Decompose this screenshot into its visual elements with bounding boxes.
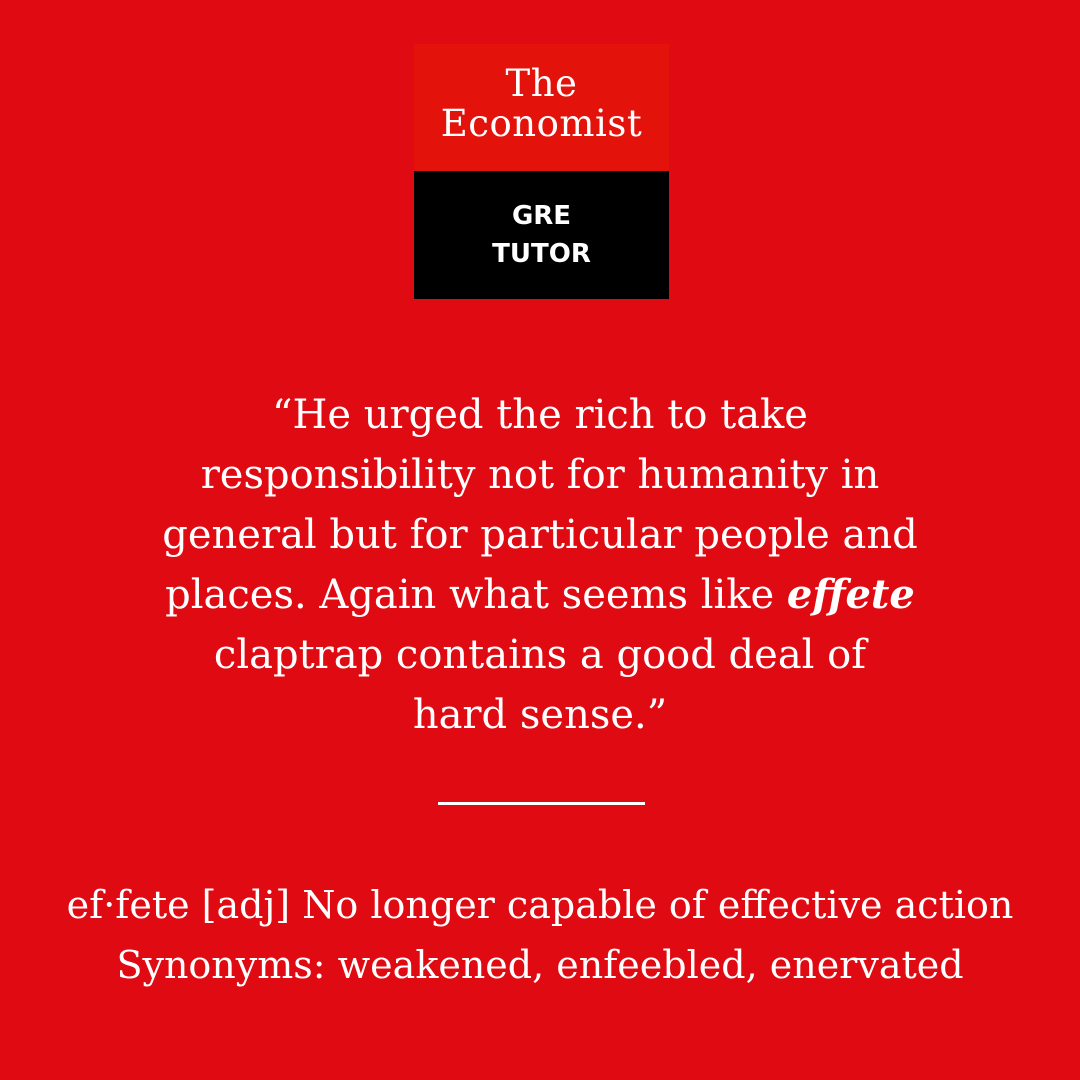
quote-line: “He urged the rich to take <box>272 392 808 438</box>
quote-line: responsibility not for humanity in <box>200 452 880 498</box>
quote-line: claptrap contains a good deal of <box>213 632 867 678</box>
example-quote <box>120 385 960 745</box>
logo-product-line2: TUTOR <box>492 239 591 269</box>
divider <box>438 802 645 805</box>
synonyms-line: Synonyms: weakened, enfeebled, enervated <box>116 943 964 987</box>
logo-brand-line1: The <box>505 62 578 105</box>
definition-line: ef·fete [adj] No longer capable of effective action <box>66 883 1014 927</box>
quote-line: hard sense.” <box>412 692 668 738</box>
quote-line <box>120 565 960 625</box>
economist-gre-tutor-logo <box>414 44 669 299</box>
vocabulary-term: effete <box>786 571 915 618</box>
quote-line: general but for particular people and <box>162 512 918 558</box>
logo-product-line1: GRE <box>511 201 572 231</box>
logo-brand-block <box>414 44 669 171</box>
quote-line-text: places. Again what seems like <box>165 572 787 618</box>
logo-brand-line2: Economist <box>440 102 643 145</box>
word-definition <box>40 875 1040 995</box>
logo-product-block <box>414 171 669 299</box>
